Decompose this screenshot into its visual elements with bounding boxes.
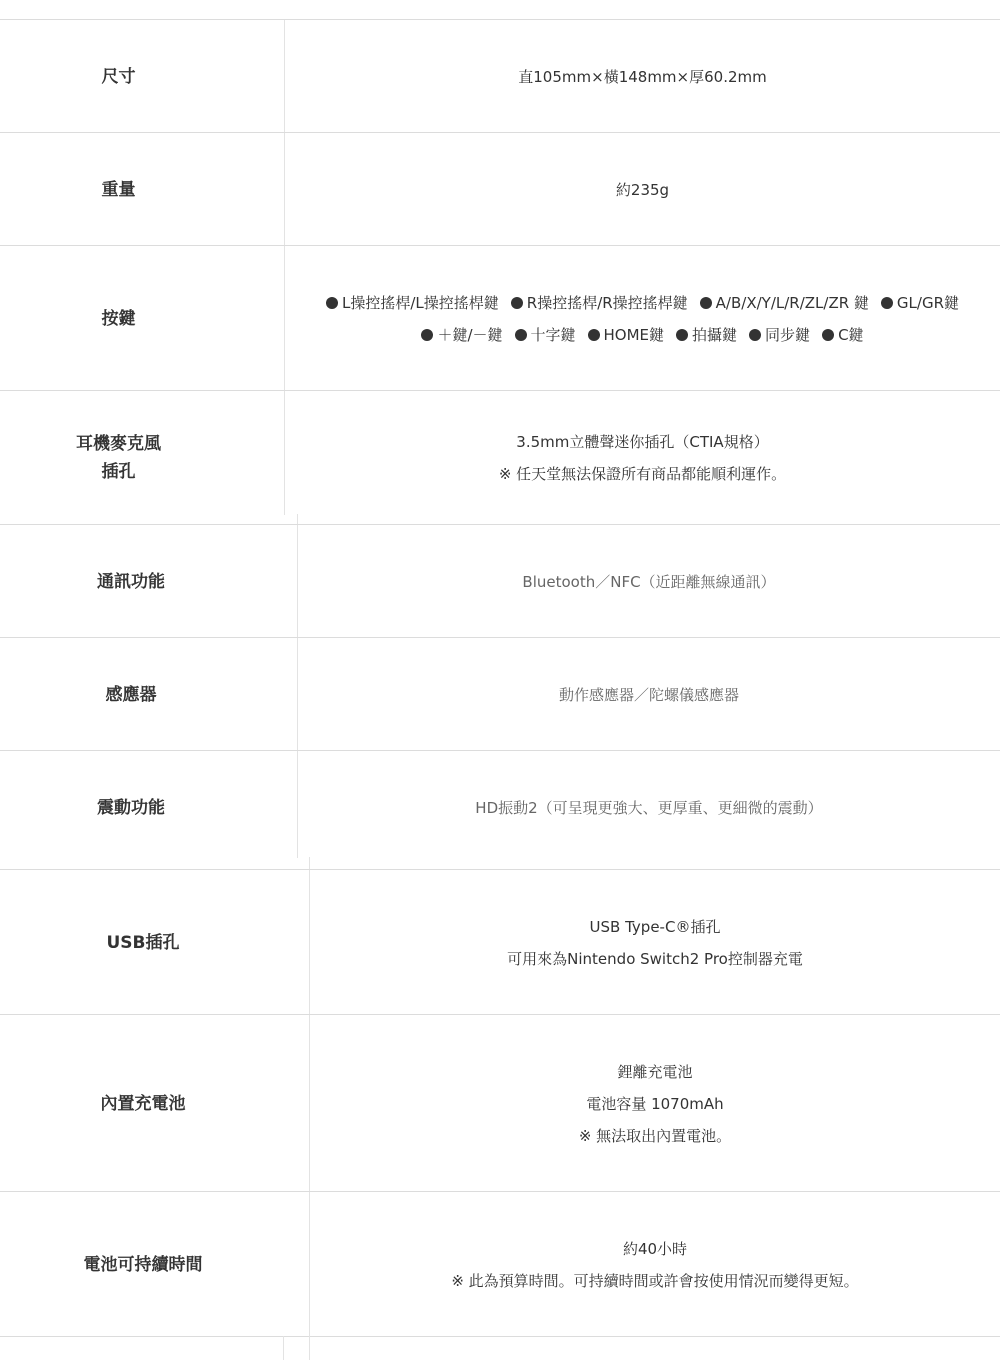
button-item-label: L操控搖桿/L操控搖桿鍵 <box>341 293 499 312</box>
spec-row-battery-life <box>0 1191 1000 1337</box>
button-item <box>511 287 688 319</box>
button-item-label: C鍵 <box>838 325 864 344</box>
bullet-dot-icon <box>700 297 712 309</box>
spec-label-battery-life: 電池可持續時間 <box>83 1254 203 1275</box>
bullet-dot-icon <box>676 329 688 341</box>
spec-value-buttons <box>285 246 1000 391</box>
bullet-dot-icon <box>421 329 433 341</box>
button-item <box>822 319 863 351</box>
button-item-label: GL/GR鍵 <box>896 293 960 312</box>
bullet-dot-icon <box>749 329 761 341</box>
button-item-label: 拍攝鍵 <box>692 325 738 344</box>
bullet-dot-icon <box>326 297 338 309</box>
spec-label-rumble: 震動功能 <box>97 797 165 818</box>
spec-value-size <box>285 20 1000 133</box>
spec-label-size: 尺寸 <box>101 66 136 87</box>
spec-row-headset-jack <box>0 390 1000 525</box>
spec-row-battery <box>0 1014 1000 1192</box>
spec-value-comms <box>298 525 1000 638</box>
spec-value-sensor <box>298 638 1000 751</box>
spec-row-comms <box>0 524 1000 638</box>
spec-label-comms: 通訊功能 <box>97 571 165 592</box>
button-item-label: A/B/X/Y/L/R/ZL/ZR 鍵 <box>715 293 869 312</box>
headset-value-line-2: ※ 任天堂無法保證所有商品都能順利運作。 <box>498 465 787 483</box>
bullet-dot-icon <box>881 297 893 309</box>
weight-value-text: 約235g <box>615 180 670 199</box>
spec-row-size <box>0 19 1000 133</box>
headset-value-line-1: 3.5mm立體聲迷你插孔（CTIA規格） <box>516 433 769 451</box>
spec-value-headset-jack <box>285 391 1000 525</box>
button-item-label: HOME鍵 <box>603 325 665 344</box>
spec-label-battery: 內置充電池 <box>100 1093 186 1114</box>
battery-life-value-line-1: 約40小時 <box>622 1239 688 1258</box>
sensor-value-text: 動作感應器／陀螺儀感應器 <box>558 685 739 704</box>
headset-label-line-1: 耳機麥克風 <box>76 434 161 454</box>
battery-value-line-3: ※ 無法取出內置電池。 <box>578 1126 732 1145</box>
column-divider-stub <box>283 1336 284 1360</box>
button-item <box>515 319 576 351</box>
bullet-dot-icon <box>588 329 600 341</box>
button-item <box>676 319 737 351</box>
spec-label-weight: 重量 <box>101 179 136 200</box>
spec-value-rumble <box>298 751 1000 864</box>
button-item-label: R操控搖桿/R操控搖桿鍵 <box>526 293 688 312</box>
button-list-row-1 <box>320 287 965 319</box>
battery-value-line-2: 電池容量 1070mAh <box>586 1094 724 1113</box>
comms-value-text: Bluetooth／NFC（近距離無線通訊） <box>522 572 776 591</box>
spec-row-sensor <box>0 637 1000 751</box>
spec-label-sensor: 感應器 <box>105 684 157 705</box>
battery-life-value-line-2: ※ 此為預算時間。可持續時間或許會按使用情況而變得更短。 <box>451 1271 859 1290</box>
bullet-dot-icon <box>515 329 527 341</box>
spec-row-rumble <box>0 750 1000 870</box>
rumble-value-text: HD振動2（可呈現更強大、更厚重、更細微的震動） <box>475 798 823 817</box>
spec-value-usb <box>310 870 1000 1015</box>
button-list-row-2 <box>415 319 869 351</box>
spec-row-usb <box>0 869 1000 1015</box>
button-item-label: 十字鍵 <box>530 325 576 344</box>
column-divider-stub <box>309 1336 310 1360</box>
table-bottom-border <box>0 1336 1000 1337</box>
headset-label-line-2: 插孔 <box>101 462 136 482</box>
bullet-dot-icon <box>511 297 523 309</box>
button-item-label: 同步鍵 <box>765 325 811 344</box>
button-item <box>749 319 810 351</box>
spec-value-battery-life <box>310 1192 1000 1337</box>
spec-label-headset-jack <box>0 391 237 525</box>
bullet-dot-icon <box>822 329 834 341</box>
spec-row-buttons <box>0 245 1000 391</box>
usb-value-line-2: 可用來為Nintendo Switch2 Pro控制器充電 <box>507 949 803 968</box>
spec-value-battery <box>310 1015 1000 1192</box>
button-item-label: ＋鍵/－鍵 <box>437 325 503 344</box>
size-value-text: 直105mm×橫148mm×厚60.2mm <box>518 67 767 86</box>
battery-value-line-1: 鋰離充電池 <box>617 1062 693 1081</box>
button-item <box>588 319 665 351</box>
button-item <box>326 287 499 319</box>
button-item <box>421 319 502 351</box>
button-item <box>881 287 959 319</box>
column-divider-stub <box>297 514 298 524</box>
spec-label-buttons: 按鍵 <box>101 308 136 329</box>
spec-value-weight <box>285 133 1000 246</box>
column-divider-stub <box>309 857 310 869</box>
spec-row-weight <box>0 132 1000 246</box>
usb-value-line-1: USB Type-C®插孔 <box>589 917 721 936</box>
spec-label-usb: USB插孔 <box>106 932 180 953</box>
button-item <box>700 287 869 319</box>
